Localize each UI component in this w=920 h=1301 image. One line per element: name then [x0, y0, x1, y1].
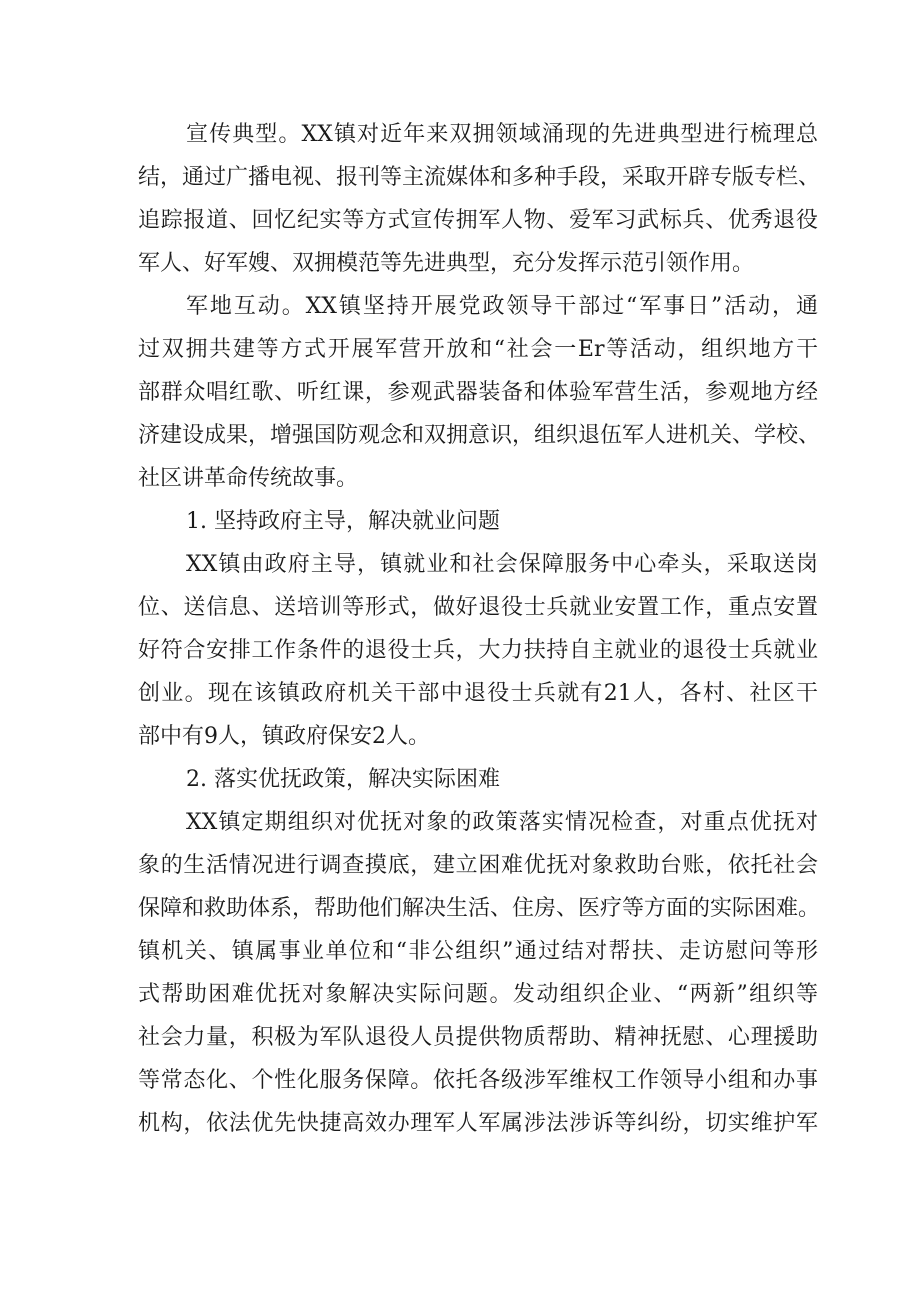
paragraph-line: 好符合安排工作条件的退役士兵，大力扶持自主就业的退役士兵就业 — [138, 638, 818, 663]
paragraph-line: 位、送信息、送培训等形式，做好退役士兵就业安置工作，重点安置 — [138, 595, 818, 620]
paragraph-line: 军地互动。XX镇坚持开展党政领导干部过“军事日”活动，通 — [186, 294, 818, 319]
paragraph-line: 象的生活情况进行调查摸底，建立困难优抚对象救助台账，依托社会 — [138, 853, 818, 878]
paragraph-line: 机构，依法优先快捷高效办理军人军属涉法涉诉等纠纷，切实维护军 — [138, 1111, 818, 1136]
paragraph-line: 式帮助困难优抚对象解决实际问题。发动组织企业、“两新”组织等 — [138, 982, 818, 1007]
paragraph-line: 过双拥共建等方式开展军营开放和“社会一Er等活动，组织地方干 — [138, 337, 818, 362]
paragraph-line: 保障和救助体系，帮助他们解决生活、住房、医疗等方面的实际困难。 — [138, 896, 821, 921]
paragraph-line: XX镇由政府主导，镇就业和社会保障服务中心牵头，采取送岗 — [186, 552, 818, 577]
paragraph-line: 济建设成果，增强国防观念和双拥意识，组织退伍军人进机关、学校、 — [138, 423, 821, 448]
paragraph-line: 结，通过广播电视、报刊等主流媒体和多种手段，采取开辟专版专栏、 — [138, 165, 821, 190]
section-heading: 2. 落实优抚政策，解决实际困难 — [186, 767, 500, 792]
paragraph-line: XX镇定期组织对优抚对象的政策落实情况检查，对重点优抚对 — [186, 810, 818, 835]
paragraph-line: 宣传典型。XX镇对近年来双拥领域涌现的先进典型进行梳理总 — [186, 122, 818, 147]
paragraph-line: 部群众唱红歌、听红课，参观武器装备和体验军营生活，参观地方经 — [138, 380, 818, 405]
paragraph-line: 部中有9人，镇政府保安2人。 — [138, 724, 430, 749]
paragraph-line: 追踪报道、回忆纪实等方式宣传拥军人物、爱军习武标兵、优秀退役 — [138, 208, 818, 233]
paragraph-line: 创业。现在该镇政府机关干部中退役士兵就有21人，各村、社区干 — [138, 681, 818, 706]
paragraph-line: 军人、好军嫂、双拥模范等先进典型，充分发挥示范引领作用。 — [138, 251, 755, 276]
paragraph-line: 社会力量，积极为军队退役人员提供物质帮助、精神抚慰、心理援助 — [138, 1025, 818, 1050]
section-heading: 1. 坚持政府主导，解决就业问题 — [186, 509, 500, 534]
paragraph-line: 镇机关、镇属事业单位和“非公组织”通过结对帮扶、走访慰问等形 — [138, 939, 818, 964]
paragraph-line: 等常态化、个性化服务保障。依托各级涉军维权工作领导小组和办事 — [138, 1068, 818, 1093]
paragraph-line: 社区讲革命传统故事。 — [138, 466, 359, 491]
